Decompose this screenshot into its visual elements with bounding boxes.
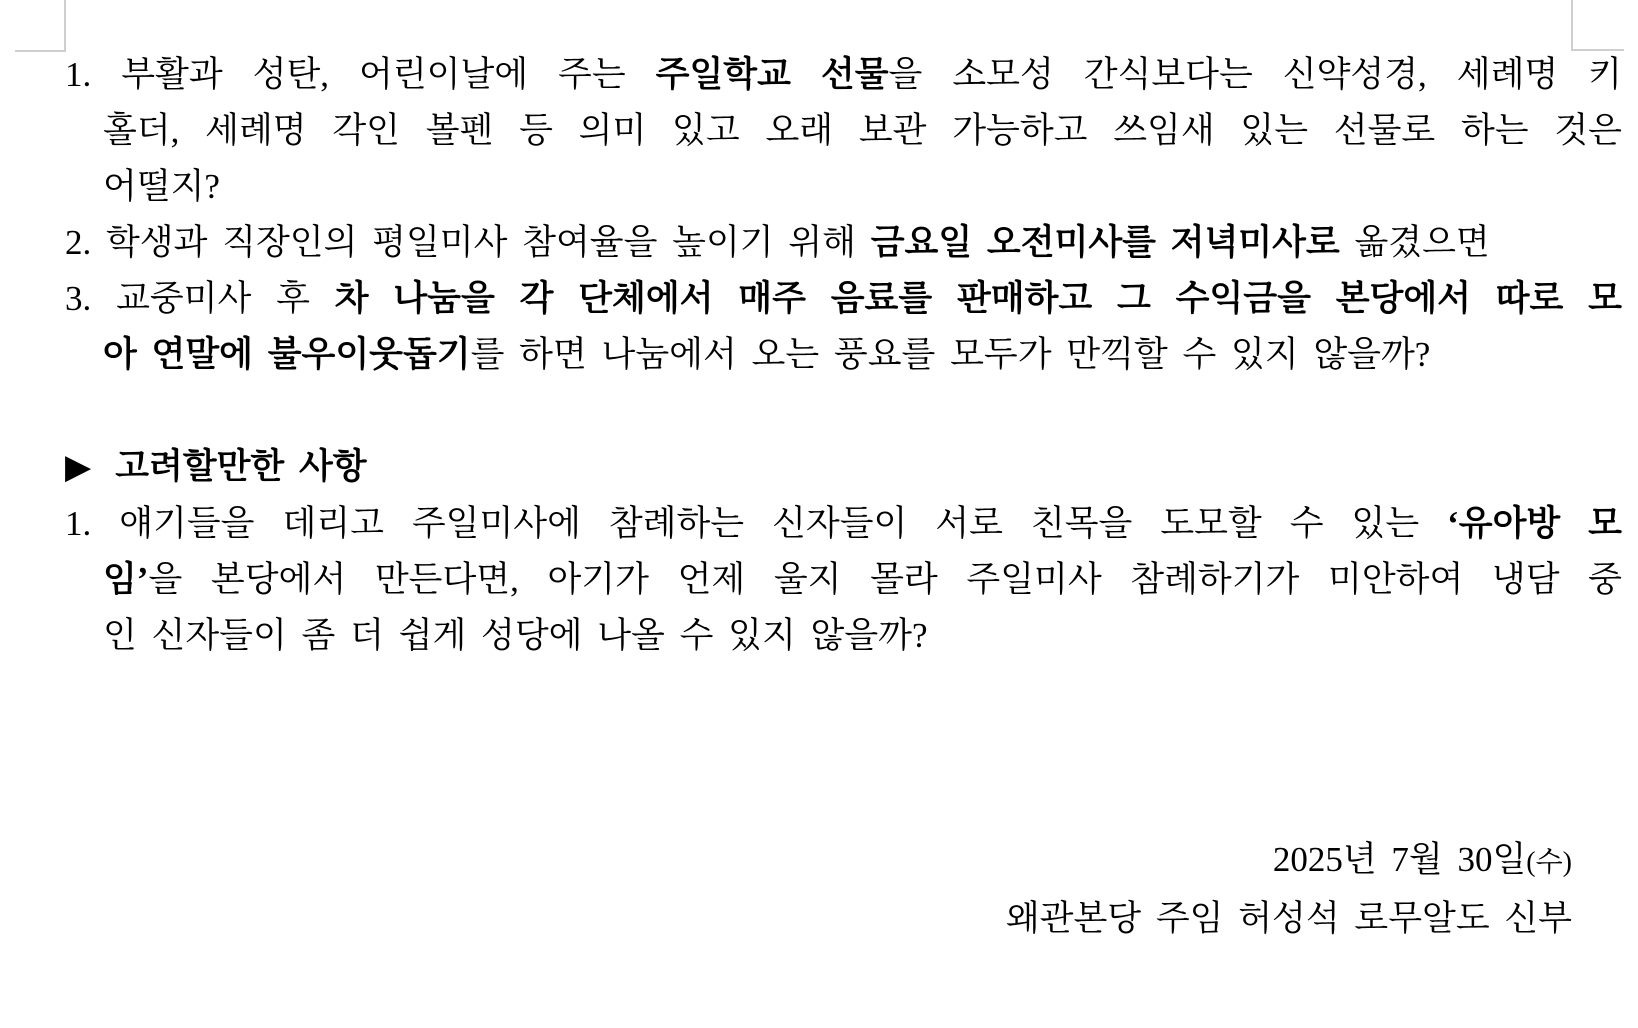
- suggestion-item-2-line-1: [65, 215, 1622, 271]
- bold-text-segment: ‘유아방 모: [1447, 504, 1622, 543]
- text-segment: 어떨지?: [103, 167, 220, 206]
- bold-text-segment: 차 나눔을 각 단체에서 매주 음료를 판매하고 그 수익금을 본당에서 따로 모: [334, 279, 1622, 318]
- text-segment: (수): [1526, 847, 1572, 878]
- suggestion-item-1-line-3: [65, 159, 1622, 215]
- blank-line: [65, 383, 1622, 439]
- page-margin-mark-top-left-vertical: [64, 0, 66, 51]
- text-segment: 옮겼으면: [1339, 223, 1490, 262]
- suggestion-item-3-line-2: [65, 327, 1622, 383]
- text-segment: 1. 얘기들을 데리고 주일미사에 참례하는 신자들이 서로 친목을 도모할 수 있는: [65, 504, 1448, 543]
- consideration-item-1-line-1: [65, 496, 1622, 552]
- suggestion-item-1-line-1: [65, 47, 1622, 103]
- bold-text-segment: 주일학교 선물: [655, 55, 889, 94]
- text-segment: 인 신자들이 좀 더 쉽게 성당에 나올 수 있지 않을까?: [103, 616, 928, 655]
- text-segment: 3. 교중미사 후: [65, 279, 335, 318]
- text-segment: 2025년 7월 30일: [1272, 840, 1527, 879]
- bold-text-segment: 금요일 오전미사를 저녁미사로: [870, 223, 1340, 262]
- suggestion-item-1-line-2: [65, 103, 1622, 159]
- blank-line: [65, 720, 1622, 776]
- consideration-item-1-line-3: [65, 608, 1622, 664]
- suggestion-item-3-line-1: [65, 271, 1622, 327]
- considerations-heading: [65, 439, 1622, 496]
- consideration-item-1-line-2: [65, 552, 1622, 608]
- text-segment: 을 소모성 간식보다는 신약성경, 세례명 키: [888, 55, 1622, 94]
- bold-text-segment: 아 연말에 불우이웃돕기: [103, 335, 471, 374]
- date-line: [65, 832, 1622, 891]
- text-segment: 홀더, 세례명 각인 볼펜 등 의미 있고 오래 보관 가능하고 쓰임새 있는 선물로 하는 것은: [103, 111, 1622, 150]
- blank-line: [65, 776, 1622, 832]
- bold-text-segment: 고려할만한 사항: [115, 447, 367, 486]
- page-margin-mark-top-left-horizontal: [15, 50, 66, 52]
- text-segment: 2. 학생과 직장인의 평일미사 참여율을 높이기 위해: [65, 223, 871, 262]
- text-segment: 왜관본당 주임 허성석 로무알도 신부: [1005, 899, 1572, 938]
- document-content: [65, 47, 1622, 947]
- text-segment: 1. 부활과 성탄, 어린이날에 주는: [65, 55, 656, 94]
- bold-text-segment: 임’: [103, 560, 149, 599]
- text-segment: 를 하면 나눔에서 오는 풍요를 모두가 만끽할 수 있지 않을까?: [470, 335, 1431, 374]
- triangle-bullet-icon: ▶: [65, 449, 92, 486]
- text-segment: 을 본당에서 만든다면, 아기가 언제 울지 몰라 주일미사 참례하기가 미안하여 냉담 중: [148, 560, 1622, 599]
- signature-line: [65, 891, 1622, 947]
- page-margin-mark-top-right-vertical: [1571, 0, 1573, 50]
- blank-line: [65, 664, 1622, 720]
